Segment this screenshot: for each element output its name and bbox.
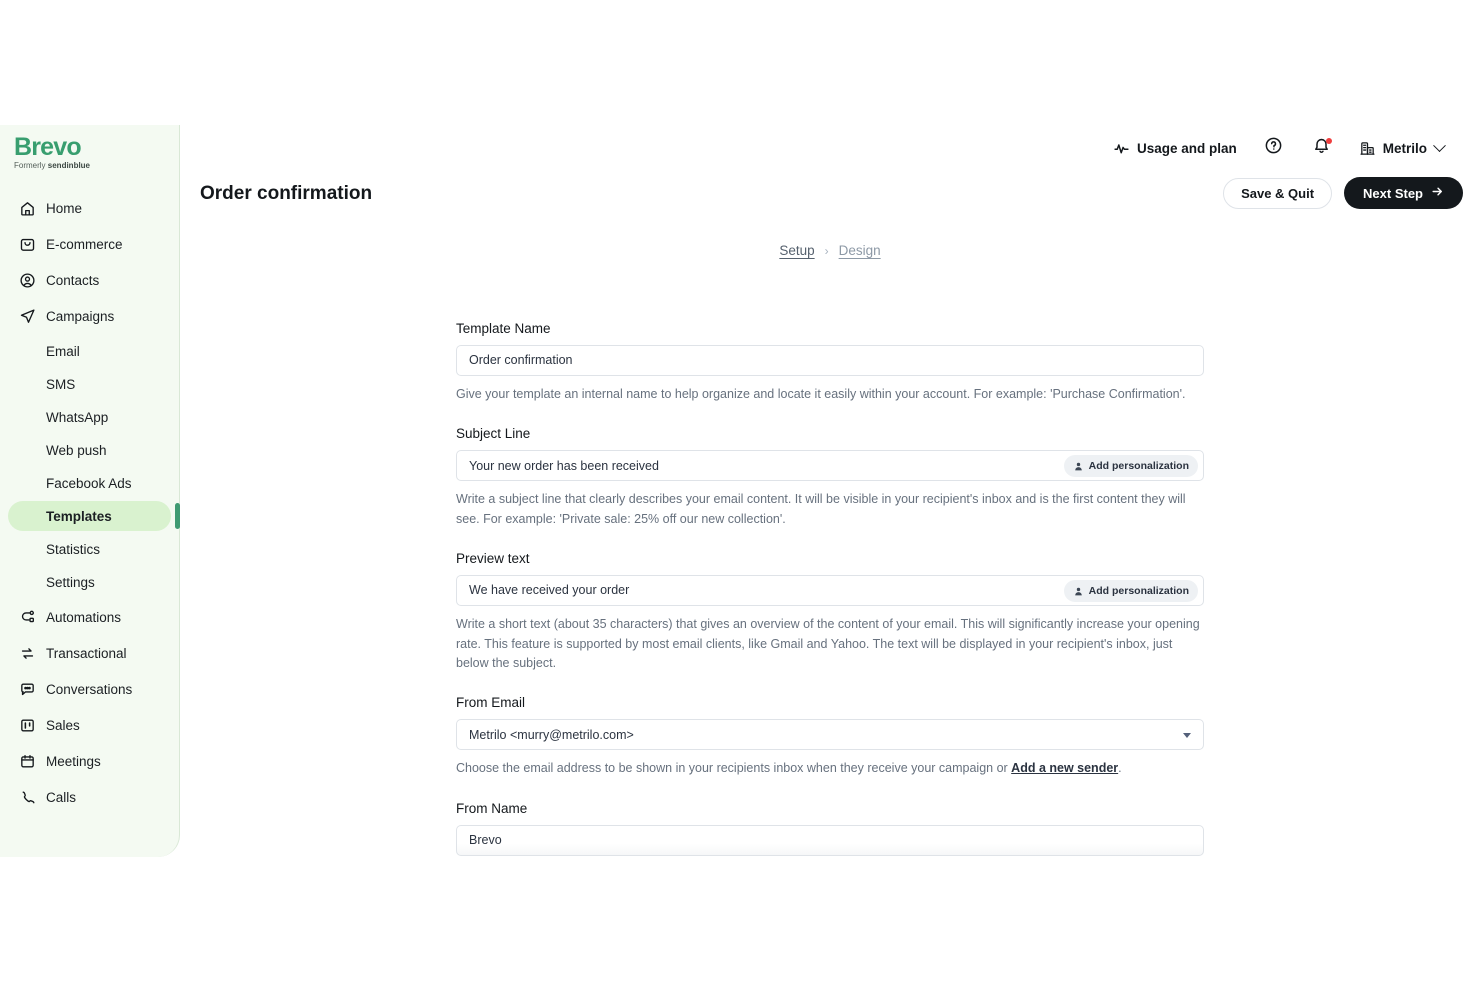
template-name-value: Order confirmation: [469, 353, 573, 368]
sidebar-item-label: Conversations: [46, 681, 133, 697]
add-a-new-sender-link[interactable]: Add a new sender: [1011, 761, 1119, 776]
sidebar-item-label: WhatsApp: [46, 409, 109, 425]
subject-add-personalization-label: Add personalization: [1088, 460, 1189, 473]
breadcrumb: [180, 243, 1480, 258]
user-circle-icon: [18, 271, 36, 289]
sidebar-item-sales[interactable]: [8, 709, 171, 741]
activity-pulse-icon: [1113, 140, 1130, 157]
preview-text-helper: Write a short text (about 35 characters) that gives an overview of the content of your email. This will significantly increase your opening rate. This feature is supported by most email clients, like Gmail and Yahoo. The text will be displayed in your recipient's inbox, just below the subject.: [456, 617, 1200, 670]
subject-line-label: Subject Line: [456, 426, 531, 442]
field-from-email: [456, 695, 1204, 778]
preview-text-label: Preview text: [456, 551, 530, 567]
sidebar-item-whatsapp[interactable]: [8, 402, 171, 432]
app-window: [0, 125, 1480, 857]
sidebar-item-facebook-ads[interactable]: [8, 468, 171, 498]
sidebar-item-e-commerce[interactable]: [8, 228, 171, 260]
subject-line-helper: Write a subject line that clearly describes your email content. It will be visible in your recipient's inbox and is the first content they will see. For example: 'Private sale: 25% off our new collection'.: [456, 492, 1186, 526]
from-email-value: Metrilo <murry@metrilo.com>: [469, 727, 634, 742]
sidebar-item-label: Contacts: [46, 272, 100, 288]
field-from-name: [456, 801, 1204, 856]
from-name-label: From Name: [456, 800, 528, 816]
account-name-label: Metrilo: [1382, 140, 1427, 156]
sidebar-item-label: Statistics: [46, 541, 101, 557]
preview-add-personalization-button[interactable]: [1064, 580, 1198, 602]
paper-plane-icon: [18, 307, 36, 325]
user-icon: [1073, 461, 1084, 472]
calendar-icon: [18, 752, 36, 770]
sidebar-item-label: Sales: [46, 717, 80, 733]
sidebar-item-contacts[interactable]: [8, 264, 171, 296]
company-building-icon: [1359, 140, 1376, 157]
sidebar-item-label: Settings: [46, 574, 95, 590]
sidebar: [0, 125, 180, 857]
sidebar-item-email[interactable]: [8, 336, 171, 366]
phone-icon: [18, 788, 36, 806]
sidebar-item-sms[interactable]: [8, 369, 171, 399]
transfer-icon: [18, 644, 36, 662]
user-icon: [1073, 586, 1084, 597]
field-template-name: [456, 321, 1204, 404]
account-menu[interactable]: [1359, 140, 1444, 157]
preview-add-personalization-label: Add personalization: [1088, 585, 1189, 598]
sidebar-item-settings[interactable]: [8, 567, 171, 597]
page-title: Order confirmation: [200, 183, 373, 204]
subject-line-input[interactable]: [456, 450, 1204, 481]
from-email-helper-suffix: .: [1118, 761, 1122, 776]
chevron-right-icon: ›: [824, 243, 829, 258]
sidebar-item-transactional[interactable]: [8, 637, 171, 669]
sidebar-item-label: Web push: [46, 442, 107, 458]
sidebar-item-statistics[interactable]: [8, 534, 171, 564]
notifications-button[interactable]: [1311, 137, 1333, 159]
sidebar-nav: [0, 182, 179, 813]
usage-and-plan-button[interactable]: [1113, 140, 1237, 157]
step-setup[interactable]: Setup: [779, 243, 815, 258]
sidebar-item-templates[interactable]: [8, 501, 171, 531]
sidebar-item-label: Automations: [46, 609, 122, 625]
sidebar-item-label: Facebook Ads: [46, 475, 132, 491]
preview-text-value: We have received your order: [469, 583, 630, 598]
sidebar-item-label: Calls: [46, 789, 77, 805]
from-email-label: From Email: [456, 695, 526, 711]
page-header: [180, 171, 1480, 217]
logo-sub-prefix: Formerly: [14, 161, 48, 170]
help-button[interactable]: [1263, 137, 1285, 159]
sidebar-item-campaigns[interactable]: [8, 300, 171, 332]
sidebar-item-label: Campaigns: [46, 308, 115, 324]
sidebar-item-web-push[interactable]: [8, 435, 171, 465]
board-icon: [18, 716, 36, 734]
step-design[interactable]: Design: [838, 243, 881, 258]
from-email-select[interactable]: [456, 719, 1204, 750]
automation-icon: [18, 608, 36, 626]
dropdown-caret-icon: [1183, 733, 1191, 738]
sidebar-item-calls[interactable]: [8, 781, 171, 813]
notification-badge-dot: [1326, 138, 1332, 144]
brevo-logo-text: Brevo: [14, 133, 81, 161]
brevo-logo-subtitle: [14, 162, 179, 170]
preview-text-input[interactable]: [456, 575, 1204, 606]
sidebar-item-label: Email: [46, 343, 80, 359]
save-and-quit-button[interactable]: Save & Quit: [1223, 178, 1332, 209]
sidebar-item-label: Home: [46, 200, 83, 216]
sidebar-item-meetings[interactable]: [8, 745, 171, 777]
template-name-input[interactable]: [456, 345, 1204, 376]
sidebar-item-automations[interactable]: [8, 601, 171, 633]
arrow-right-icon: [1431, 185, 1444, 201]
help-circle-icon: [1264, 136, 1283, 160]
chat-icon: [18, 680, 36, 698]
setup-form: [456, 321, 1204, 857]
template-name-label: Template Name: [456, 321, 551, 336]
top-bar: [180, 125, 1480, 171]
sidebar-item-label: Meetings: [46, 753, 101, 769]
shopping-bag-icon: [18, 235, 36, 253]
subject-add-personalization-button[interactable]: [1064, 455, 1198, 477]
home-icon: [18, 199, 36, 217]
sidebar-item-label: Transactional: [46, 645, 127, 661]
from-email-helper-prefix: Choose the email address to be shown in your recipients inbox when they receive your campaign or: [456, 761, 1012, 776]
chevron-down-icon: [1433, 139, 1446, 152]
sidebar-item-label: SMS: [46, 376, 76, 392]
from-name-input[interactable]: [456, 825, 1204, 856]
next-step-button[interactable]: [1344, 177, 1463, 209]
template-name-helper: Give your template an internal name to help organize and locate it easily within your account. For example: 'Purchase Confirmation'.: [456, 387, 1186, 401]
from-email-helper: [456, 759, 1204, 778]
sidebar-item-label: Templates: [46, 508, 112, 524]
field-preview-text: [456, 551, 1204, 673]
active-section-indicator: [175, 503, 180, 529]
sidebar-item-home[interactable]: [8, 192, 171, 224]
sidebar-item-conversations[interactable]: [8, 673, 171, 705]
page-header-actions: [1223, 177, 1463, 209]
from-name-value: Brevo: [469, 832, 502, 847]
sidebar-item-label: E-commerce: [46, 236, 123, 252]
subject-line-value: Your new order has been received: [469, 458, 659, 473]
field-subject-line: [456, 426, 1204, 529]
next-step-label: Next Step: [1363, 185, 1423, 201]
usage-and-plan-label: Usage and plan: [1136, 140, 1237, 156]
brevo-logo[interactable]: [0, 125, 179, 182]
logo-sub-bold: sendinblue: [47, 161, 91, 170]
